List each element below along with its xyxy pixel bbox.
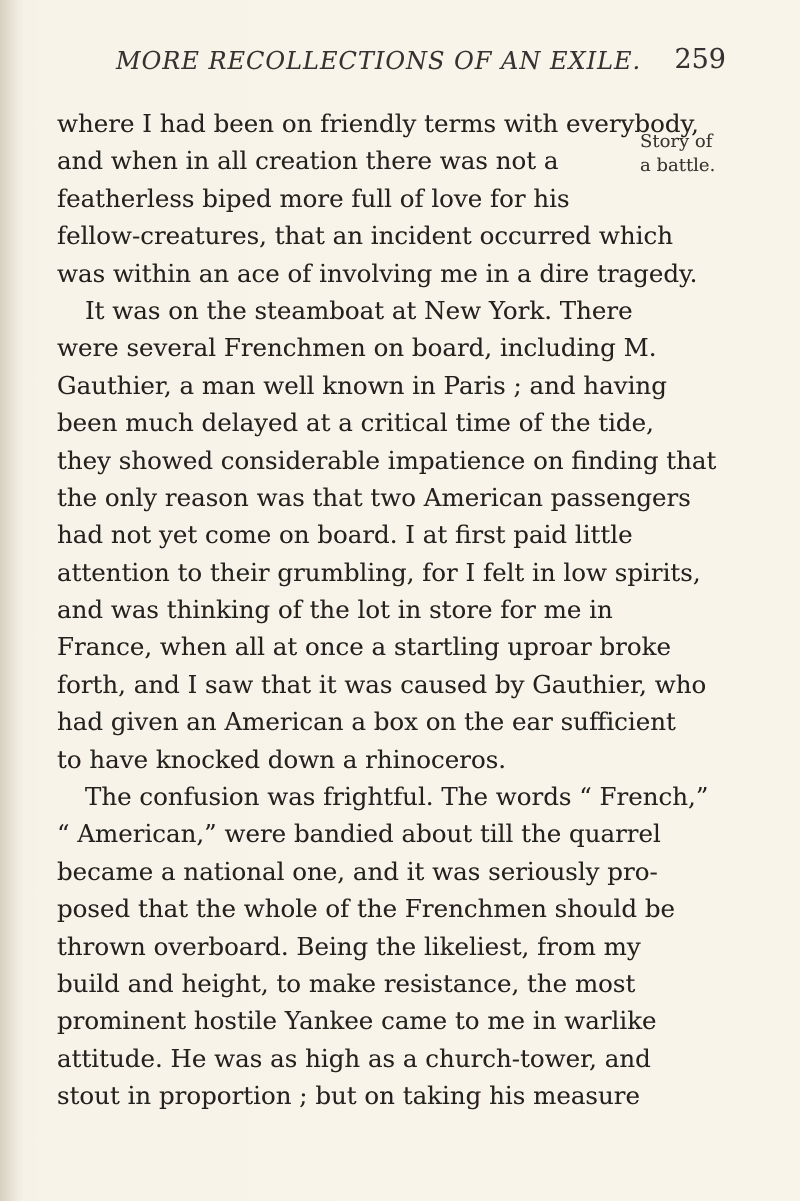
- page-header: [116, 44, 726, 84]
- body-line: The confusion was frightful. The words “ French,”: [85, 782, 709, 812]
- body-line: prominent hostile Yankee came to me in warlike: [57, 1006, 657, 1036]
- marginal-note-line-2: a battle.: [640, 155, 716, 176]
- body-line: to have knocked down a rhinoceros.: [57, 744, 507, 774]
- body-line: forth, and I saw that it was caused by Gauthier, who: [57, 669, 707, 699]
- body-line: became a national one, and it was seriously pro-: [57, 856, 658, 886]
- body-line: build and height, to make resistance, the most: [57, 968, 636, 998]
- body-line: “ American,” were bandied about till the quarrel: [57, 819, 661, 849]
- body-line: Gauthier, a man well known in Paris ; and having: [57, 370, 667, 400]
- body-text: [57, 105, 731, 1115]
- body-line: where I had been on friendly terms with everybody,: [57, 109, 699, 138]
- body-line: attention to their grumbling, for I felt in low spirits,: [57, 557, 701, 587]
- body-line: and when in all creation there was not a: [57, 146, 559, 176]
- body-line: and was thinking of the lot in store for me in: [57, 595, 613, 625]
- body-line: posed that the whole of the Frenchmen should be: [57, 894, 676, 924]
- body-line: fellow-creatures, that an incident occurred which: [57, 221, 674, 251]
- marginal-note-line-1: Story of: [640, 131, 713, 152]
- running-head: MORE RECOLLECTIONS OF AN EXILE.: [116, 47, 642, 75]
- body-line: they showed considerable impatience on finding that: [57, 445, 717, 475]
- page-number: 259: [674, 44, 726, 75]
- body-line: was within an ace of involving me in a dire tragedy.: [57, 258, 698, 288]
- body-line: France, when all at once a startling uproar broke: [57, 632, 671, 662]
- body-line: had given an American a box on the ear sufficient: [57, 707, 676, 737]
- body-line: It was on the steamboat at New York. There: [85, 295, 633, 325]
- body-line: had not yet come on board. I at first paid little: [57, 520, 633, 550]
- body-line: were several Frenchmen on board, including M.: [57, 333, 657, 363]
- body-line: featherless biped more full of love for his: [57, 183, 570, 213]
- binding-shadow: [0, 0, 24, 1201]
- body-line: attitude. He was as high as a church-tower, and: [57, 1043, 651, 1073]
- body-line: the only reason was that two American passengers: [57, 482, 691, 512]
- body-line: been much delayed at a critical time of the tide,: [57, 408, 654, 438]
- body-line: thrown overboard. Being the likeliest, from my: [57, 931, 641, 961]
- body-line: stout in proportion ; but on taking his measure: [57, 1081, 640, 1111]
